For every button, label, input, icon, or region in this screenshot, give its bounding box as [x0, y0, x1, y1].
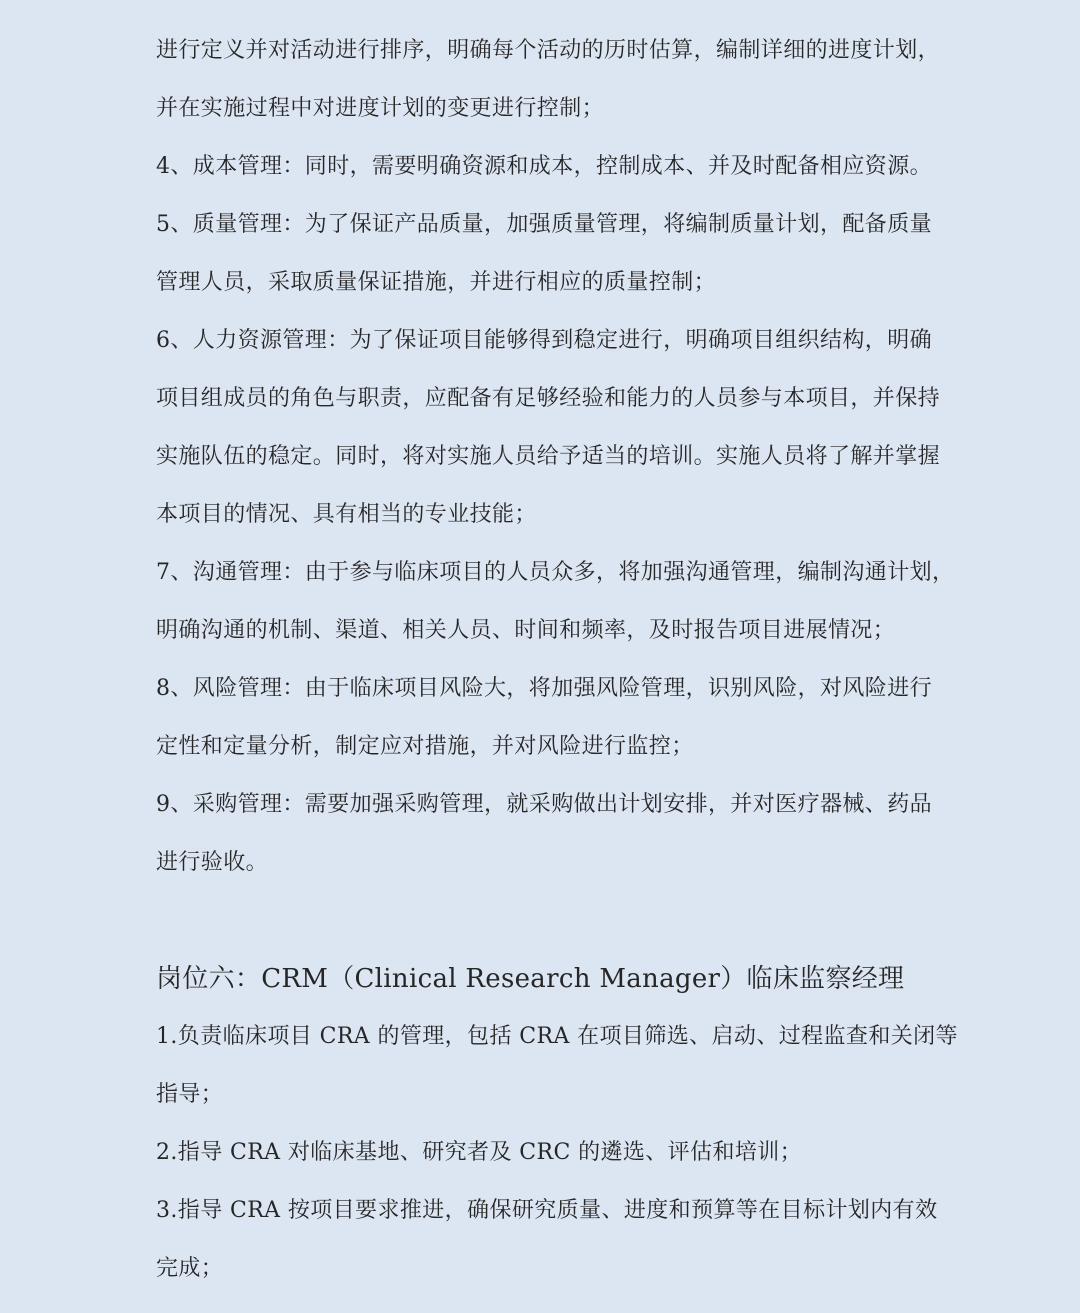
text-line: 并在实施过程中对进度计划的变更进行控制； [156, 96, 605, 121]
text-line: 8、风险管理：由于临床项目风险大，将加强风险管理，识别风险，对风险进行 [156, 676, 932, 701]
text-line: 9、采购管理：需要加强采购管理，就采购做出计划安排，并对医疗器械、药品 [156, 792, 932, 817]
text-line: 定性和定量分析，制定应对措施，并对风险进行监控； [156, 734, 694, 759]
text-line: 1.负责临床项目 CRA 的管理，包括 CRA 在项目筛选、启动、过程监查和关闭等 [156, 1024, 958, 1049]
text-line: 管理人员，采取质量保证措施，并进行相应的质量控制； [156, 270, 717, 295]
text-line: 6、人力资源管理：为了保证项目能够得到稳定进行，明确项目组织结构，明确 [156, 328, 932, 353]
text-line: 5、质量管理：为了保证产品质量，加强质量管理，将编制质量计划，配备质量 [156, 212, 932, 237]
section-heading: 岗位六：CRM（Clinical Research Manager）临床监察经理 [156, 964, 905, 994]
text-line: 明确沟通的机制、渠道、相关人员、时间和频率，及时报告项目进展情况； [156, 618, 896, 643]
text-line: 本项目的情况、具有相当的专业技能； [156, 502, 537, 527]
text-line: 进行验收。 [156, 850, 269, 875]
text-line: 进行定义并对活动进行排序，明确每个活动的历时估算，编制详细的进度计划， [156, 38, 941, 63]
text-line: 4、成本管理：同时，需要明确资源和成本，控制成本、并及时配备相应资源。 [156, 154, 932, 179]
text-line: 2.指导 CRA 对临床基地、研究者及 CRC 的遴选、评估和培训； [156, 1140, 803, 1165]
text-line: 指导； [156, 1082, 224, 1107]
text-line: 实施队伍的稳定。同时，将对实施人员给予适当的培训。实施人员将了解并掌握 [156, 444, 941, 469]
text-line: 7、沟通管理：由于参与临床项目的人员众多，将加强沟通管理，编制沟通计划， [156, 560, 955, 585]
text-line: 项目组成员的角色与职责，应配备有足够经验和能力的人员参与本项目，并保持 [156, 386, 941, 411]
text-line: 3.指导 CRA 按项目要求推进，确保研究质量、进度和预算等在目标计划内有效 [156, 1198, 938, 1223]
text-line: 完成； [156, 1256, 224, 1281]
